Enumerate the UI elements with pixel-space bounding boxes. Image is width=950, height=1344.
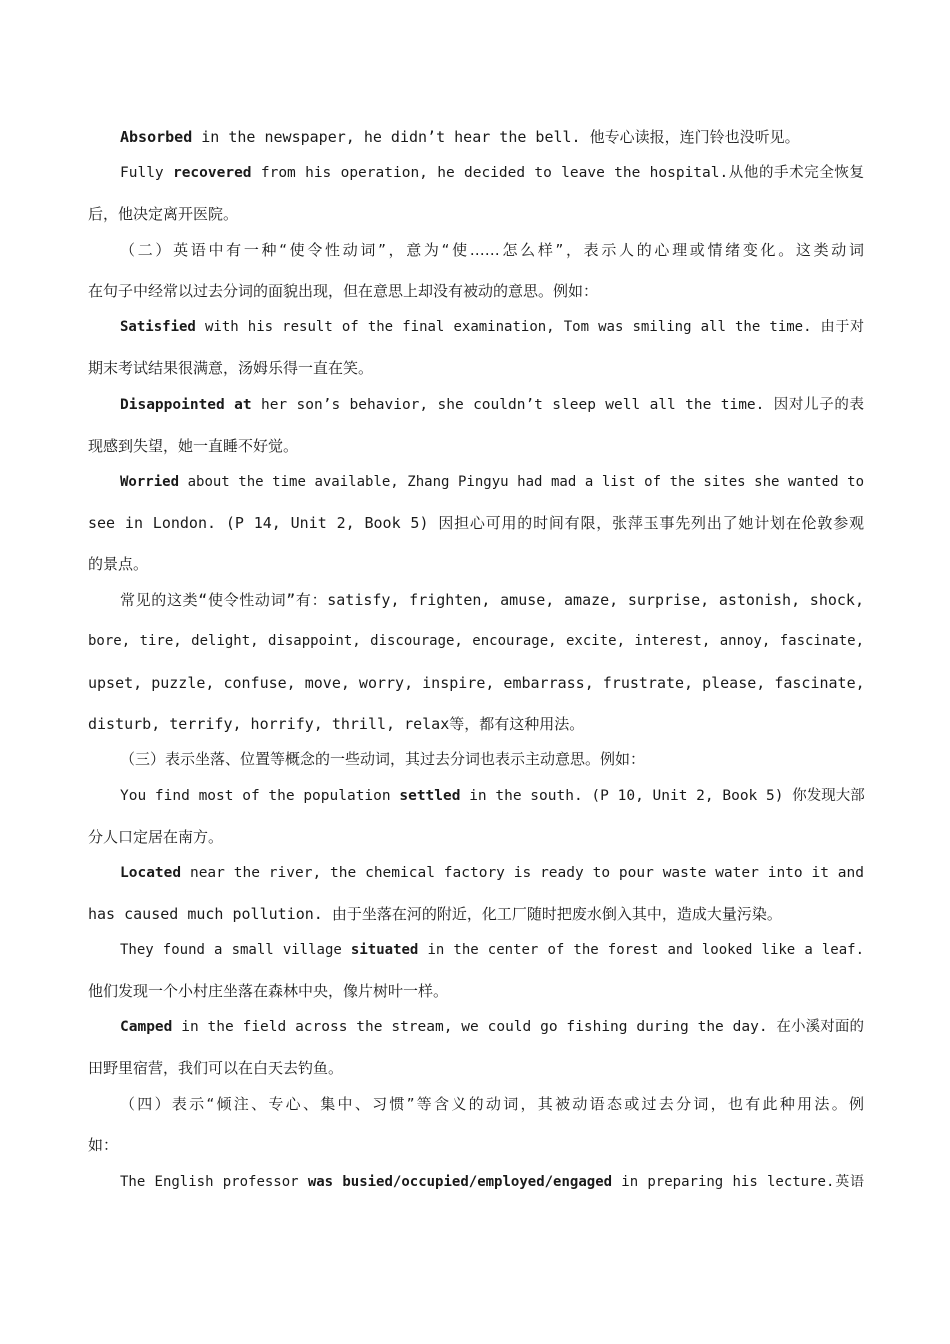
paragraph-disappointed-line-2: 现感到失望，她一直睡不好觉。 (88, 437, 299, 455)
paragraph-satisfied-line-1: Satisfied with his result of the final examination, Tom was smiling all the time. 由于对 (120, 319, 864, 335)
section-three-heading: （三）表示坐落、位置等概念的一些动词，其过去分词也表示主动意思。例如： (120, 750, 646, 768)
paragraph-absorbed-line-1: Absorbed in the newspaper, he didn’t hear the bell. 他专心读报，连门铃也没听见。 (120, 128, 800, 146)
paragraph-camped-line-1: Camped in the field across the stream, we could go fishing during the day. 在小溪对面的 (120, 1019, 864, 1035)
paragraph-located-line-2: has caused much pollution. 由于坐落在河的附近，化工厂随时把废水倒入其中，造成大量污染。 (88, 905, 782, 923)
section-four-heading-line-2: 如： (88, 1136, 119, 1154)
section-two-heading-line-1: （二）英语中有一种“使令性动词”，意为“使……怎么样”，表示人的心理或情绪变化。这类动词 (120, 241, 864, 259)
verb-list-line-4: disturb, terrify, horrify, thrill, relax等，都有这种用法。 (88, 715, 585, 733)
paragraph-professor-line-1: The English professor was busied/occupied/employed/engaged in preparing his lecture.英语 (120, 1174, 864, 1190)
paragraph-worried-line-3: 的景点。 (88, 555, 149, 573)
paragraph-worried-line-2: see in London. (P 14, Unit 2, Book 5) 因担心可用的时间有限，张萍玉事先列出了她计划在伦敦参观 (88, 514, 864, 532)
paragraph-settled-line-2: 分人口定居在南方。 (88, 828, 224, 846)
paragraph-worried-line-1: Worried about the time available, Zhang Pingyu had mad a list of the sites she wanted to (120, 474, 864, 490)
paragraph-settled-line-1: You find most of the population settled in the south. (P 10, Unit 2, Book 5) 你发现大部 (120, 788, 865, 804)
verb-list-line-1: 常见的这类“使令性动词”有：satisfy, frighten, amuse, amaze, surprise, astonish, shock, (120, 591, 864, 609)
paragraph-camped-line-2: 田野里宿营，我们可以在白天去钓鱼。 (88, 1059, 344, 1077)
paragraph-situated-line-1: They found a small village situated in the center of the forest and looked like a leaf. (120, 942, 864, 958)
paragraph-located-line-1: Located near the river, the chemical factory is ready to pour waste water into it and (120, 865, 864, 881)
verb-list-line-2: bore, tire, delight, disappoint, discourage, encourage, excite, interest, annoy, fascinate, (88, 633, 864, 649)
verb-list-line-3: upset, puzzle, confuse, move, worry, inspire, embarrass, frustrate, please, fascinate, (88, 674, 865, 692)
paragraph-disappointed-line-1: Disappointed at her son’s behavior, she couldn’t sleep well all the time. 因对儿子的表 (120, 397, 864, 413)
section-two-heading-line-2: 在句子中经常以过去分词的面貌出现，但在意思上却没有被动的意思。例如： (88, 282, 599, 300)
paragraph-recovered-line-1: Fully recovered from his operation, he decided to leave the hospital.从他的手术完全恢复 (120, 165, 864, 181)
paragraph-satisfied-line-2: 期末考试结果很满意，汤姆乐得一直在笑。 (88, 359, 374, 377)
section-four-heading-line-1: （四）表示“倾注、专心、集中、习惯”等含义的动词，其被动语态或过去分词，也有此种用法。例 (120, 1095, 864, 1113)
paragraph-recovered-line-2: 后，他决定离开医院。 (88, 205, 239, 223)
paragraph-situated-line-2: 他们发现一个小村庄坐落在森林中央，像片树叶一样。 (88, 982, 449, 1000)
